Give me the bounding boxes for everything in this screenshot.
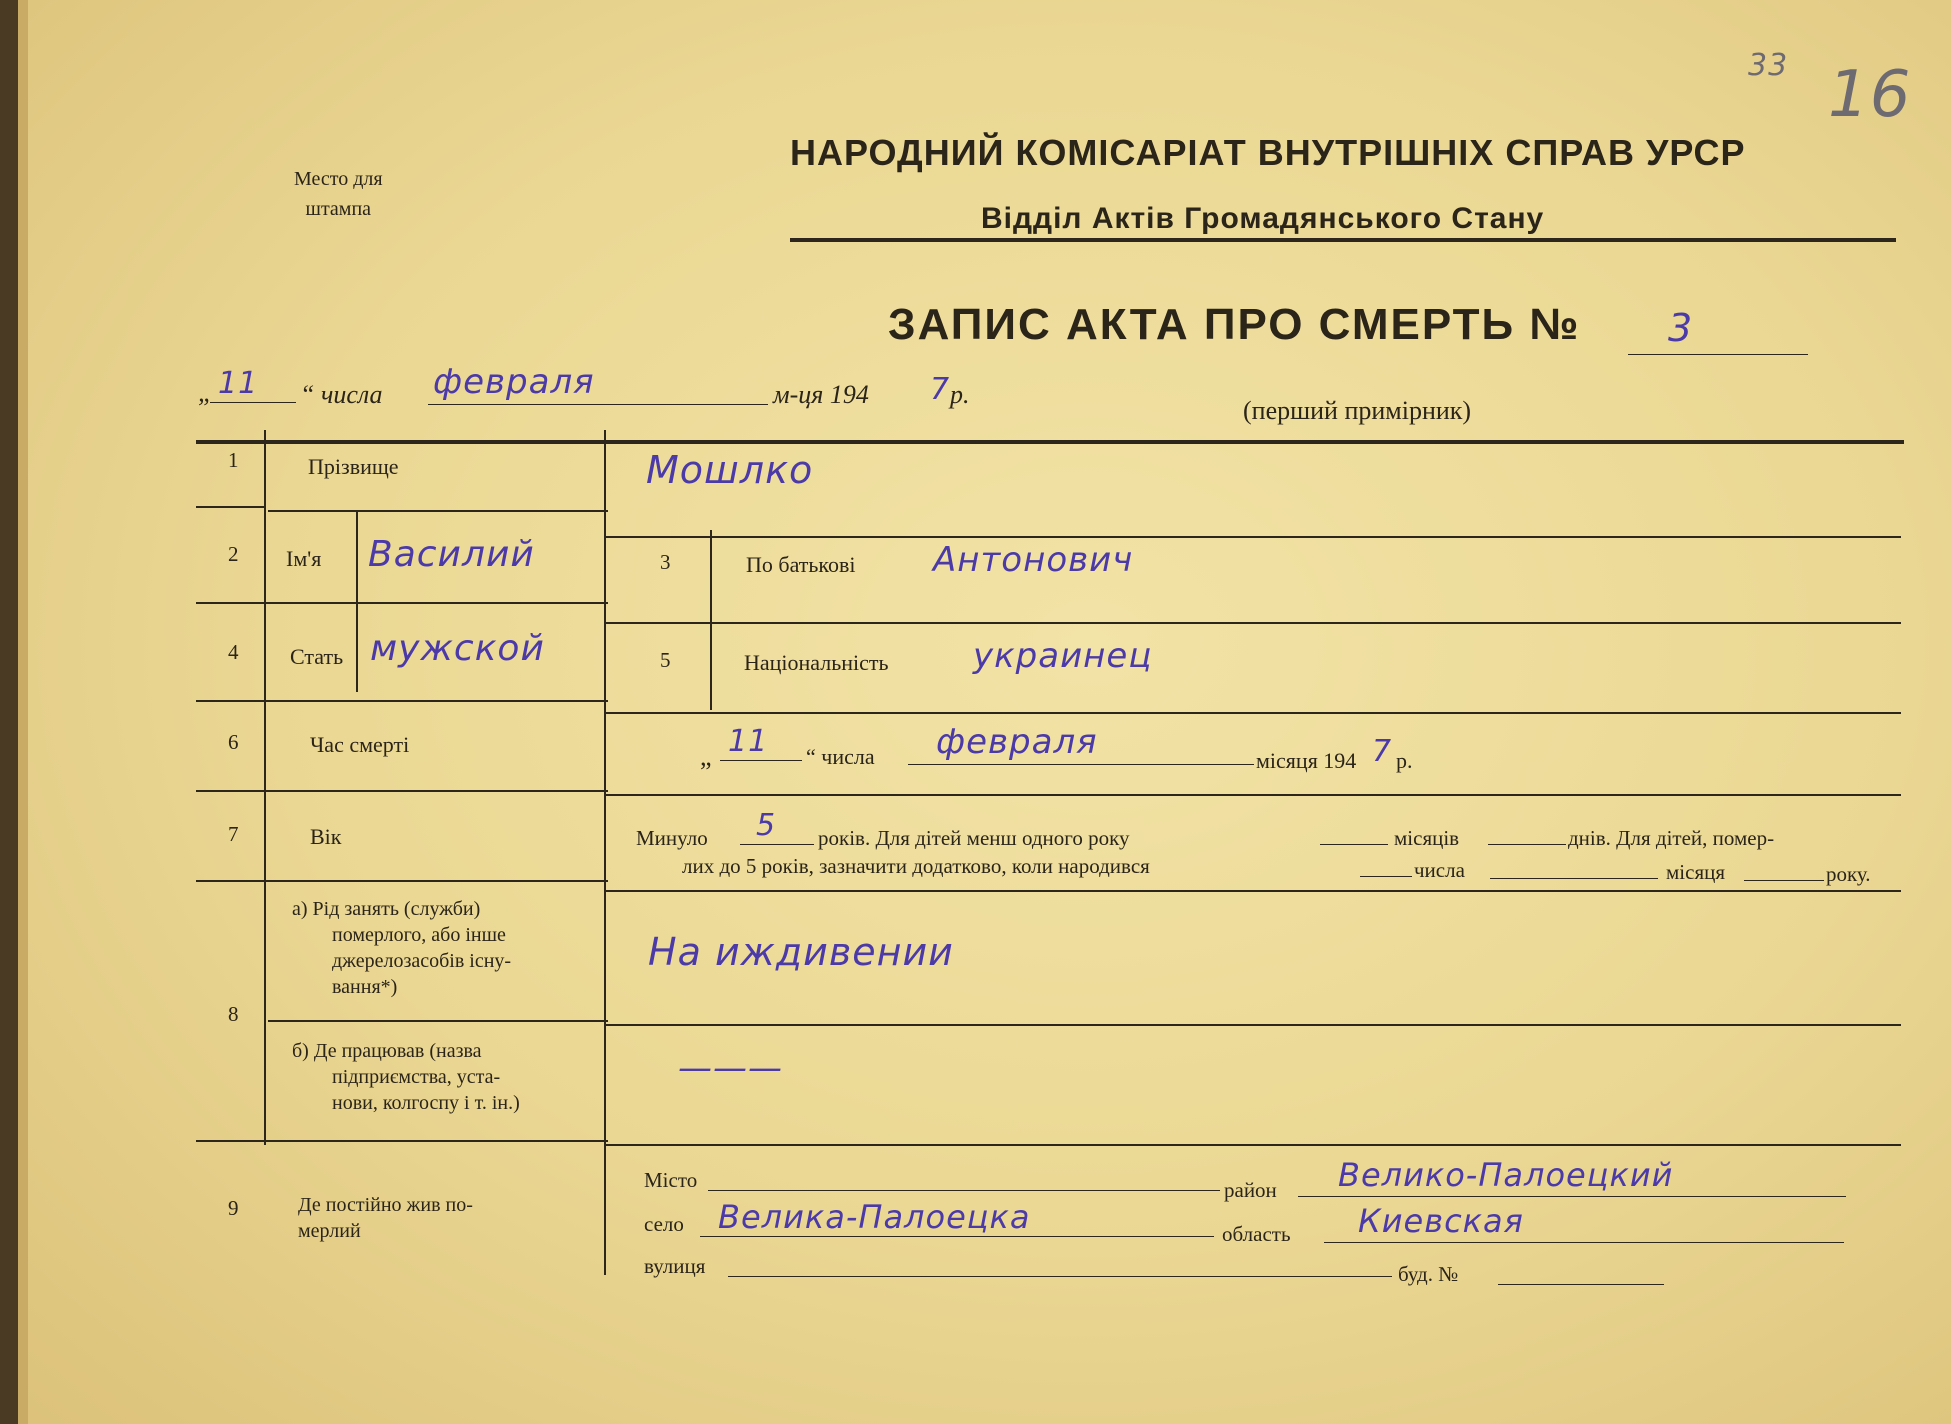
row-2-rule-left: [196, 602, 608, 604]
row-3-number: 3: [660, 550, 671, 574]
header-rule: [790, 238, 1896, 242]
house-label: буд. №: [1398, 1262, 1459, 1286]
age-days-line: [1488, 844, 1566, 845]
stamp-placeholder: [294, 164, 383, 224]
nationality-value: украинец: [973, 636, 1153, 676]
stamp-label-line-1: Место для: [294, 168, 383, 190]
record-year-suffix: р.: [950, 380, 970, 409]
department-title: Відділ Актів Громадянського Стану: [981, 202, 1545, 235]
death-month: февраля: [936, 722, 1098, 762]
record-title: ЗАПИС АКТА ПРО СМЕРТЬ №: [888, 300, 1581, 349]
district-line: [1298, 1196, 1846, 1197]
death-day-prefix: „: [700, 742, 712, 771]
workplace-label-line-3: нови, колгоспу і т. ін.): [332, 1092, 520, 1114]
row-8a-rule-right: [606, 1024, 1901, 1026]
record-month-suffix: м-ця 194: [773, 380, 869, 409]
village-line: [700, 1236, 1214, 1237]
row-8a-rule-left: [268, 1020, 608, 1022]
occupation-value: На иждивении: [648, 930, 954, 974]
district-label: район: [1224, 1178, 1277, 1202]
stamp-label-line-2: штампа: [305, 198, 372, 220]
birth-year-label: року.: [1826, 862, 1871, 886]
row-6-rule-left: [196, 790, 608, 792]
death-year-digit: 7: [1372, 734, 1393, 769]
region-value: Киевская: [1358, 1202, 1524, 1240]
row-3-label: По батькові: [746, 552, 856, 577]
street-line: [728, 1276, 1392, 1277]
value-column-divider: [604, 430, 606, 1275]
row-4-number: 4: [228, 640, 239, 664]
region-line: [1324, 1242, 1844, 1243]
row-4-rule-left: [196, 700, 608, 702]
row-2-number: 2: [228, 542, 239, 566]
record-day: 11: [218, 366, 259, 401]
row-7-rule-right: [606, 890, 1901, 892]
patronymic-value: Антонович: [933, 540, 1134, 580]
row-1-rule-mid: [268, 510, 608, 512]
village-label: село: [644, 1212, 684, 1236]
first-name-value: Василий: [368, 534, 535, 575]
age-line1-rest: років. Для дітей менш одного року: [818, 826, 1130, 850]
row-5-label: Національність: [744, 650, 889, 675]
death-day-suffix: “ числа: [806, 744, 875, 769]
row-7-number: 7: [228, 822, 239, 846]
birth-month-line: [1490, 878, 1658, 879]
age-months-label: місяців: [1394, 826, 1460, 850]
row-1-label: Прізвище: [308, 454, 399, 479]
city-label: Місто: [644, 1168, 698, 1192]
record-month-line: [428, 404, 768, 405]
age-years: 5: [756, 808, 777, 843]
death-year-suffix: р.: [1396, 748, 1413, 773]
row-6-number: 6: [228, 730, 239, 754]
death-month-suffix: місяця 194: [1256, 748, 1357, 773]
number-column-divider: [264, 430, 266, 1145]
table-top-rule: [196, 440, 1904, 444]
birth-year-line: [1744, 880, 1824, 881]
record-month: февраля: [433, 362, 595, 402]
house-line: [1498, 1284, 1664, 1285]
record-date-prefix: „: [198, 378, 213, 407]
residence-label: [298, 1192, 473, 1244]
occupation-label-line-1: а) Рід занять (служби): [292, 898, 481, 920]
record-year-digit: 7: [930, 372, 951, 407]
row-2-label: Ім'я: [286, 546, 322, 571]
record-day-suffix: “ числа: [300, 380, 383, 409]
district-value: Велико-Палоецкий: [1338, 1156, 1674, 1194]
birth-month-label: місяця: [1666, 860, 1726, 884]
city-line: [708, 1190, 1220, 1191]
row-7-rule-left: [196, 880, 608, 882]
workplace-label-line-2: підприємства, уста-: [332, 1066, 501, 1088]
row-1-number: 1: [228, 448, 239, 472]
row-8b-rule-right: [606, 1144, 1901, 1146]
age-years-line: [740, 844, 814, 845]
row-7-label: Вік: [310, 824, 342, 849]
workplace-label-line-1: б) Де працював (назва: [292, 1040, 482, 1062]
document-sheet: [18, 0, 1951, 1424]
copy-note: (перший примірник): [1243, 396, 1472, 425]
age-months-line: [1320, 844, 1388, 845]
death-day: 11: [728, 724, 769, 759]
birth-day-label: числа: [1414, 858, 1465, 882]
record-number: 3: [1668, 306, 1694, 350]
page-number-small: 33: [1748, 48, 1789, 83]
row-8-number: 8: [228, 1002, 239, 1026]
occupation-label-line-2: померлого, або інше: [332, 924, 506, 946]
age-prefix: Минуло: [636, 826, 708, 850]
row-1-rule-right: [606, 536, 1901, 538]
death-day-line: [720, 760, 802, 761]
occupation-label-line-3: джерелозасобів існу-: [332, 950, 512, 972]
sex-value: мужской: [370, 628, 545, 669]
residence-label-line-1: Де постійно жив по-: [298, 1194, 473, 1216]
row-5-number: 5: [660, 648, 671, 672]
patronymic-number-divider: [710, 530, 712, 710]
workplace-label: [292, 1038, 520, 1116]
row-4-label: Стать: [290, 644, 344, 669]
record-number-line: [1628, 354, 1808, 355]
row-4-rule-right: [606, 712, 1901, 714]
occupation-label-line-4: вання*): [332, 976, 398, 998]
street-label: вулиця: [644, 1254, 706, 1278]
row-6-rule-right: [606, 794, 1901, 796]
row-2-rule-right: [606, 622, 1901, 624]
surname-value: Мошлко: [646, 448, 814, 492]
residence-label-line-2: мерлий: [298, 1220, 361, 1242]
birth-day-line: [1360, 876, 1412, 877]
row-8b-rule-left: [196, 1140, 608, 1142]
row-1-rule-left: [196, 506, 266, 508]
village-value: Велика-Палоецка: [718, 1198, 1031, 1236]
ministry-title: НАРОДНИЙ КОМІСАРІАТ ВНУТРІШНІХ СПРАВ УРСР: [790, 132, 1746, 173]
row-9-number: 9: [228, 1196, 239, 1220]
workplace-value: ———: [678, 1048, 783, 1088]
record-day-line: [210, 402, 296, 403]
death-month-line: [908, 764, 1254, 765]
row-6-label: Час смерті: [310, 732, 410, 757]
region-label: область: [1222, 1222, 1291, 1246]
age-line2: лих до 5 років, зазначити додатково, коли народився: [682, 854, 1150, 878]
page-number-large: 16: [1828, 58, 1912, 132]
age-days-label: днів. Для дітей, помер-: [1568, 826, 1775, 850]
occupation-label: [292, 896, 511, 1000]
